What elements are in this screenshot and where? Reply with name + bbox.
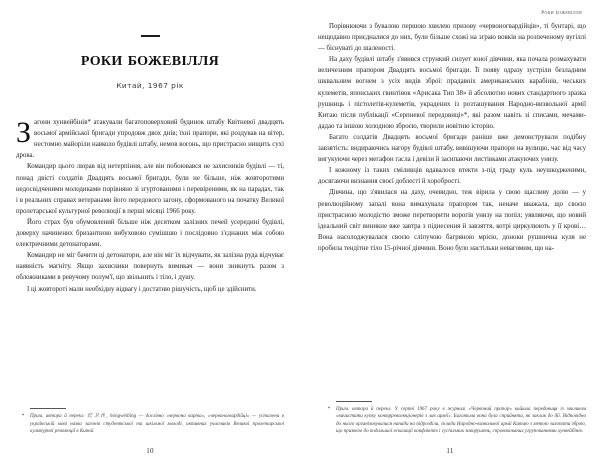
paragraph: Його страх був обумовлений більше ніж десятком залізних печей усередині будівлі, доверху начинених бризантною вибуховою сумішшю і послідовно з'єднаних між собою електричними детонаторами. bbox=[16, 218, 284, 249]
paragraph: На даху будівлі штабу з'явився стрункий силует юної дівчини, яка почала розмахувати величезним прапором Двадцять восьмої бригади. Її появу одразу зустріли безладним шквальним вогнем з усіх видів зброї: прадавніх американських карабінів, чеських кулеметів, японських гвинтівок «Арисака Тип 38» й абсолютно нових стандартного зразка рушниць і пістолетів-кулеметів, украдених із розташування Народно-визвольної армії Китаю після публікації «Серпневої передовиці»*, які разом навіть зі списами, мечами-дадао та іншою холодною зброєю, творили новітню історію. bbox=[318, 56, 586, 130]
left-body-text bbox=[16, 117, 284, 295]
left-footnote-block bbox=[16, 408, 284, 436]
chapter-opener bbox=[16, 35, 284, 90]
paragraph: Загони хунвейбінів* атакували багатоповерховий будинок штабу Квітневої двадцять восьмої армійської бригади упродовж двох днів; їхні прапори, які роздував на вітер, нестомно майоріли навколо будівлі штабу, немов вогонь, що пристрасно нищить сухі дрова. bbox=[16, 116, 284, 160]
footnote-text: Прим. автора й перекл. У серпні 1967 року в журналі «Червоний прапор» вийшла передовиця із закликом «вичистити купку контрреволюціонерів з лав армії». Багатьма вона була сприйнята, як заклик до дії. Відповідно до нього організовувалися напади на підрозділи, склади Народно-визвольної армії Китаю з метою захопити зброю, що призвело до подальшої ескалації конфліктів і суспільних заворушень, спровокованих угрупованнями хунвейбінів. bbox=[336, 405, 586, 435]
footnote bbox=[16, 413, 284, 436]
left-running-head-spacer bbox=[16, 8, 284, 19]
paragraph: Дівчина, що з'явилася на даху, очевидно, теж вірила у свою щасливу долю — у революційному запалі вона вимахувала прапором так, неначе вважала, що своєю пристрасною молодістю зможе перетворити ворогів унизу на попіл; уявляючи, що новий ідеальний світ виникне вже завтра з піднесення й завзяття, котрі циркулюють у її крові… Вона насолоджувалася своєю сліпучою багряною мрією, доноки рушнична куля не пробила тендітне тіло 15-річної дівчини. Воно було настільки невагомим, що на- bbox=[318, 189, 586, 252]
paragraph: Багато солдатів Двадцять восьмої бригади раніше вже демонстрували подібну завзятість: видираючись нагору будівлі штабу, вивішуючи прапори на вулицю, час від часу вигукуючи через мегафон гасла і девізи й засипаючи листівками атакуючих унизу. bbox=[318, 133, 586, 164]
paragraph: Командир цього люрав від нетерпіння, але він побоювався не захисників будівлі — ті, понад двісті солдатів Двадцять восьмої бригади, були не більше, ніж жовторотими недосвідченими молодиками порівняно зі згуртованими і перевіреними, як на парадах, так і в реальних справах ветеранами його передового загону, сформованого на початку Великої пролетарської культурної революції в перші місяці 1966 року. bbox=[16, 163, 284, 215]
paragraph: І кожному із таких сміливців вдавалося втекти з-під граду куль неушкодженими, досягаючи визнання своєї доблесті й хоробрості. bbox=[318, 167, 586, 186]
chapter-subtitle: Китай, 1967 рік bbox=[116, 81, 184, 91]
running-header: Роки божевілля bbox=[541, 10, 582, 16]
footnote-text: Прим. автора й перекл. 红卫兵, hóngwèibīng — дослівно «червона варта», «червоногвардійці» — усталена в українській мові назва загонів студентської та шкільної молоді, активних учасників Великої пролетарської культурної революції в Китаї. bbox=[30, 413, 284, 435]
page-right bbox=[300, 0, 600, 466]
footnote bbox=[322, 406, 586, 436]
page-number-right: 11 bbox=[446, 447, 454, 455]
footnote-separator-rule bbox=[30, 408, 66, 409]
paragraph: Порівнюючи з бувалою першою хвилею призову «червоногвардійців», ті бунтарі, що нещодавно приєдналися до них, були більше схожі на зграю вовків на розпеченому вугіллі — біснуваті до шаленості. bbox=[318, 23, 586, 53]
chapter-rule-ornament bbox=[141, 35, 160, 37]
right-footnote-block bbox=[322, 401, 586, 436]
paragraph: Командир не міг бачити ці детонатори, але він міг їх відчувати, як залізна руда відчуває наявність магніту. Якщо захисники повернуть вимикач — вони зникнуть разом з обложниками в ревучому полум'ї, що звільнить і тіло, і душу. bbox=[16, 252, 284, 282]
right-body-text bbox=[318, 21, 586, 254]
footnote-separator-rule bbox=[336, 401, 372, 402]
page-title: роки божевілля bbox=[80, 48, 220, 70]
footnote-marker: * bbox=[21, 414, 25, 420]
paragraph: І ці жовтороті мали необхідну відвагу і достатню рішучість, щоб це здійснити. bbox=[27, 285, 257, 293]
footnote-marker: * bbox=[327, 406, 331, 412]
page-number-left: 10 bbox=[146, 447, 154, 455]
